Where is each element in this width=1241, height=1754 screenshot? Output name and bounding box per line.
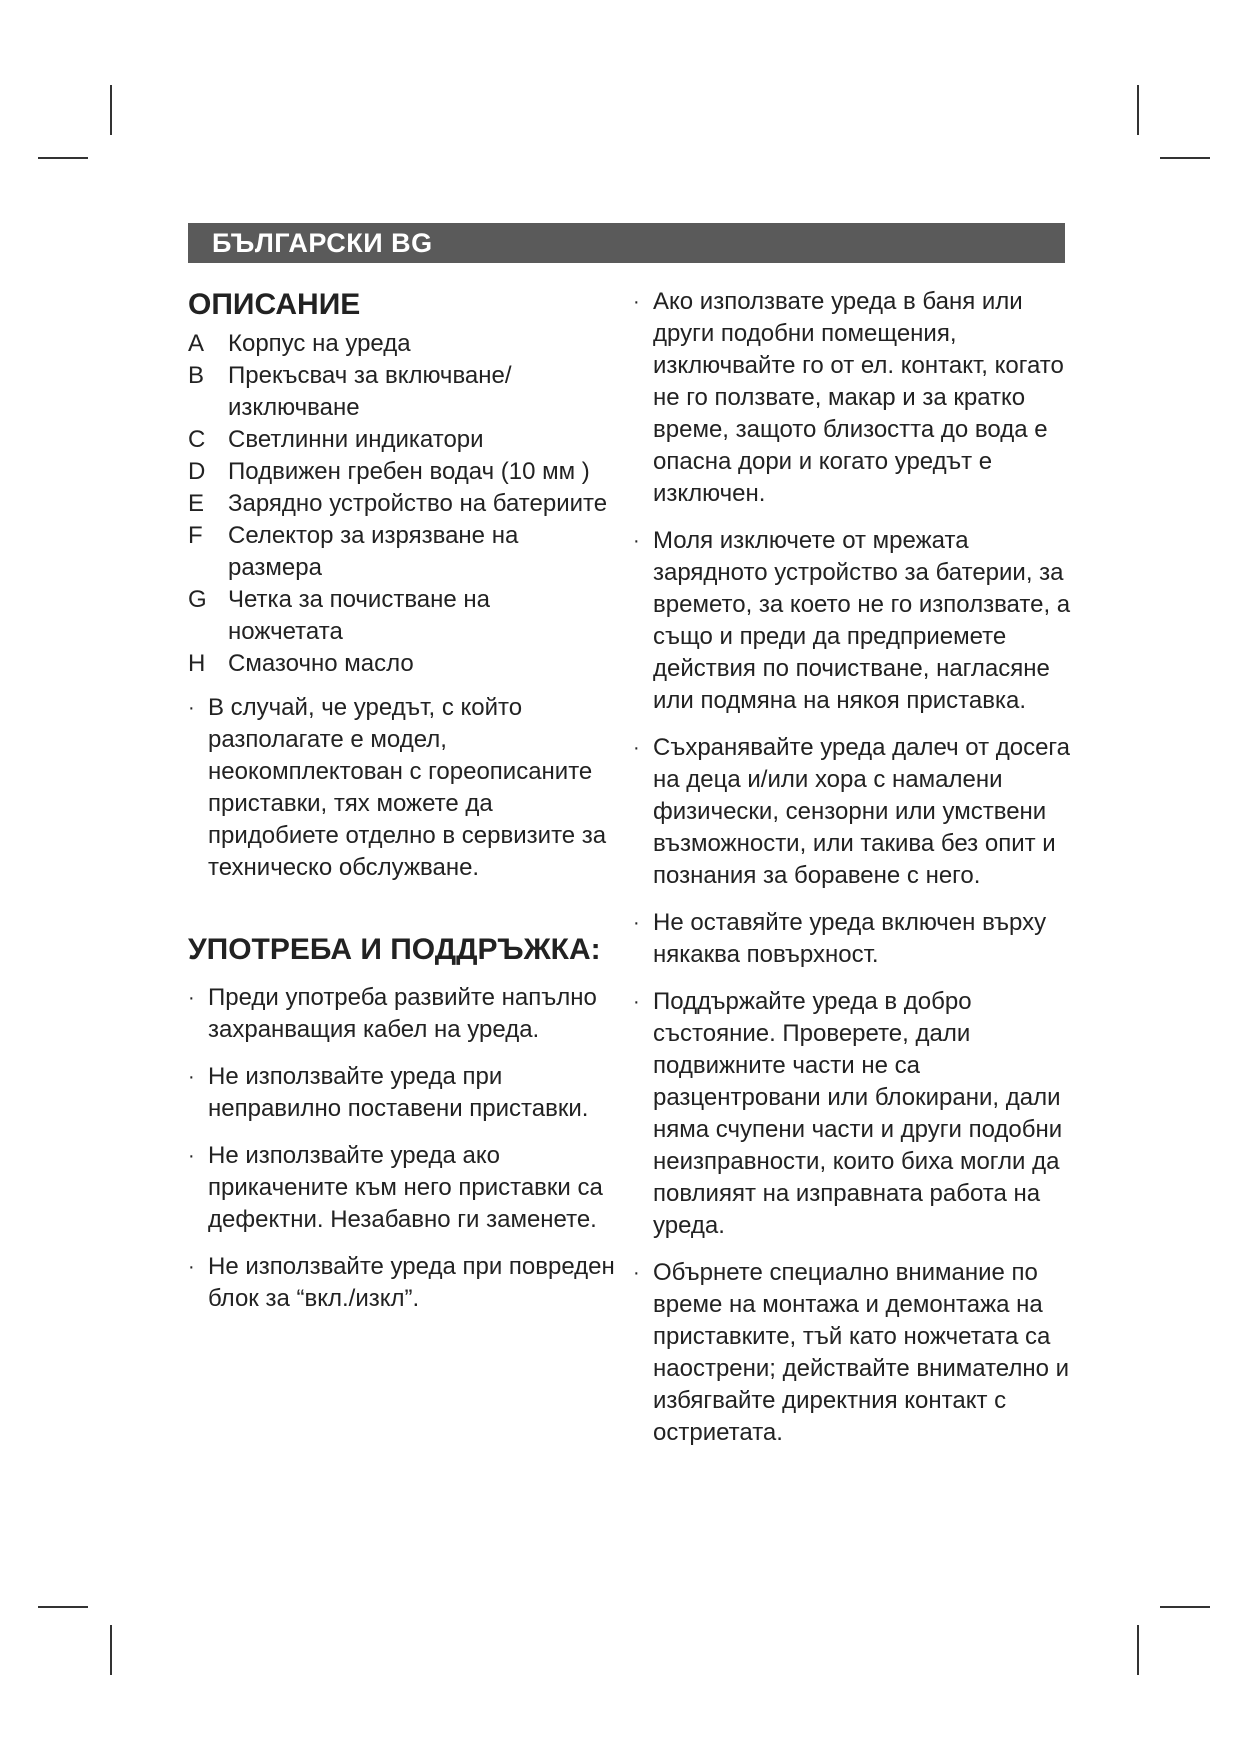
part-item — [188, 584, 618, 648]
bullet-dot: · — [633, 737, 640, 759]
bullet-dot: · — [188, 697, 195, 719]
crop-mark — [38, 1606, 88, 1608]
bullet-text: В случай, че уредът, с който разполагате е модел, неокомплектован с гореописаните приставки, тях можете да придобиете отделно в сервизите за техническо обслужване. — [208, 694, 607, 881]
part-letter: D — [188, 458, 206, 485]
bullet-item — [188, 982, 618, 1046]
part-item — [188, 520, 618, 584]
part-text: Смазочно масло — [228, 650, 414, 677]
part-text: Прекъсвач за включване/ изключване — [228, 362, 512, 421]
left-column — [188, 286, 618, 1330]
usage-right-list — [633, 286, 1073, 1449]
bullet-item — [188, 692, 618, 884]
part-item — [188, 328, 618, 360]
part-letter: F — [188, 522, 203, 549]
parts-list — [188, 328, 618, 680]
usage-left-list — [188, 982, 618, 1315]
part-text: Корпус на уреда — [228, 330, 411, 357]
bullet-item — [633, 986, 1073, 1242]
bullet-item — [188, 1251, 618, 1315]
bullet-dot: · — [633, 291, 640, 313]
part-item — [188, 488, 618, 520]
bullet-dot: · — [633, 912, 640, 934]
bullet-item — [633, 1257, 1073, 1449]
usage-title: УПОТРЕБА И ПОДДРЪЖКА: — [188, 933, 601, 966]
part-letter: C — [188, 426, 206, 453]
bullet-text: Не използвайте уреда при неправилно поставени приставки. — [208, 1063, 589, 1122]
bullet-text: Не използвайте уреда при повреден блок за “вкл./изкл”. — [208, 1253, 615, 1312]
accessories-note — [188, 692, 618, 884]
part-text: Четка за почистване на ножчетата — [228, 586, 491, 645]
bullet-text: Преди употреба развийте напълно захранващия кабел на уреда. — [208, 984, 597, 1043]
bullet-dot: · — [188, 1066, 195, 1088]
description-title: ОПИСАНИЕ — [188, 288, 361, 321]
part-text: Подвижен гребен водач (10 мм ) — [228, 458, 590, 485]
crop-mark — [110, 85, 112, 135]
bullet-dot: · — [633, 530, 640, 552]
bullet-dot: · — [633, 991, 640, 1013]
part-item — [188, 360, 618, 424]
part-text: Зарядно устройство на батериите — [228, 490, 608, 517]
bullet-dot: · — [188, 1145, 195, 1167]
crop-mark — [38, 157, 88, 159]
bullet-text: Обърнете специално внимание по време на монтажа и демонтажа на приставките, тъй като ножчетата са наострени; действайте внимателно и избягвайте директния контакт с остриетата. — [653, 1259, 1070, 1446]
bullet-item — [633, 286, 1073, 510]
bullet-item — [633, 732, 1073, 892]
bullet-text: Не оставяйте уреда включен върху някаква повърхност. — [653, 909, 1047, 968]
crop-mark — [1137, 1625, 1139, 1675]
part-text: Селектор за изрязване на размера — [228, 522, 519, 581]
part-letter: G — [188, 586, 207, 613]
bullet-text: Поддържайте уреда в добро състояние. Проверете, дали подвижните части не са разцентровани или блокирани, дали няма счупени части и други подобни неизправности, които биха могли да повлияят на изправната работа на уреда. — [653, 988, 1063, 1239]
bullet-text: Не използвайте уреда ако прикачените към него приставки са дефектни. Незабавно ги заменете. — [208, 1142, 603, 1233]
right-column — [633, 286, 1073, 1464]
bullet-item — [188, 1140, 618, 1236]
bullet-text: Съхранявайте уреда далеч от досега на деца и/или хора с намалени физически, сензорни или умствени възможности, или такива без опит и познания за боравене с него. — [653, 734, 1070, 889]
bullet-text: Ако използвате уреда в баня или други подобни помещения, изключвайте го от ел. контакт, когато не го ползвате, макар и за кратко време, защото близостта до вода е опасна дори и когато уредът е изключен. — [653, 288, 1064, 507]
part-item — [188, 648, 618, 680]
crop-mark — [110, 1625, 112, 1675]
language-header: БЪЛГАРСКИ BG — [188, 223, 1065, 263]
bullet-text: Моля изключете от мрежата зарядното устройство за батерии, за времето, за което не го използвате, а също и преди да предприемете действия по почистване, нагласяне или подмяна на някоя приставка. — [653, 527, 1071, 714]
part-letter: E — [188, 490, 205, 517]
crop-mark — [1160, 157, 1210, 159]
part-text: Светлинни индикатори — [228, 426, 484, 453]
part-letter: A — [188, 330, 205, 357]
crop-mark — [1137, 85, 1139, 135]
part-letter: B — [188, 362, 205, 389]
bullet-dot: · — [633, 1262, 640, 1284]
crop-mark — [1160, 1606, 1210, 1608]
part-item — [188, 456, 618, 488]
part-letter: H — [188, 650, 206, 677]
part-item — [188, 424, 618, 456]
bullet-dot: · — [188, 987, 195, 1009]
bullet-dot: · — [188, 1256, 195, 1278]
bullet-item — [633, 907, 1073, 971]
bullet-item — [188, 1061, 618, 1125]
bullet-item — [633, 525, 1073, 717]
